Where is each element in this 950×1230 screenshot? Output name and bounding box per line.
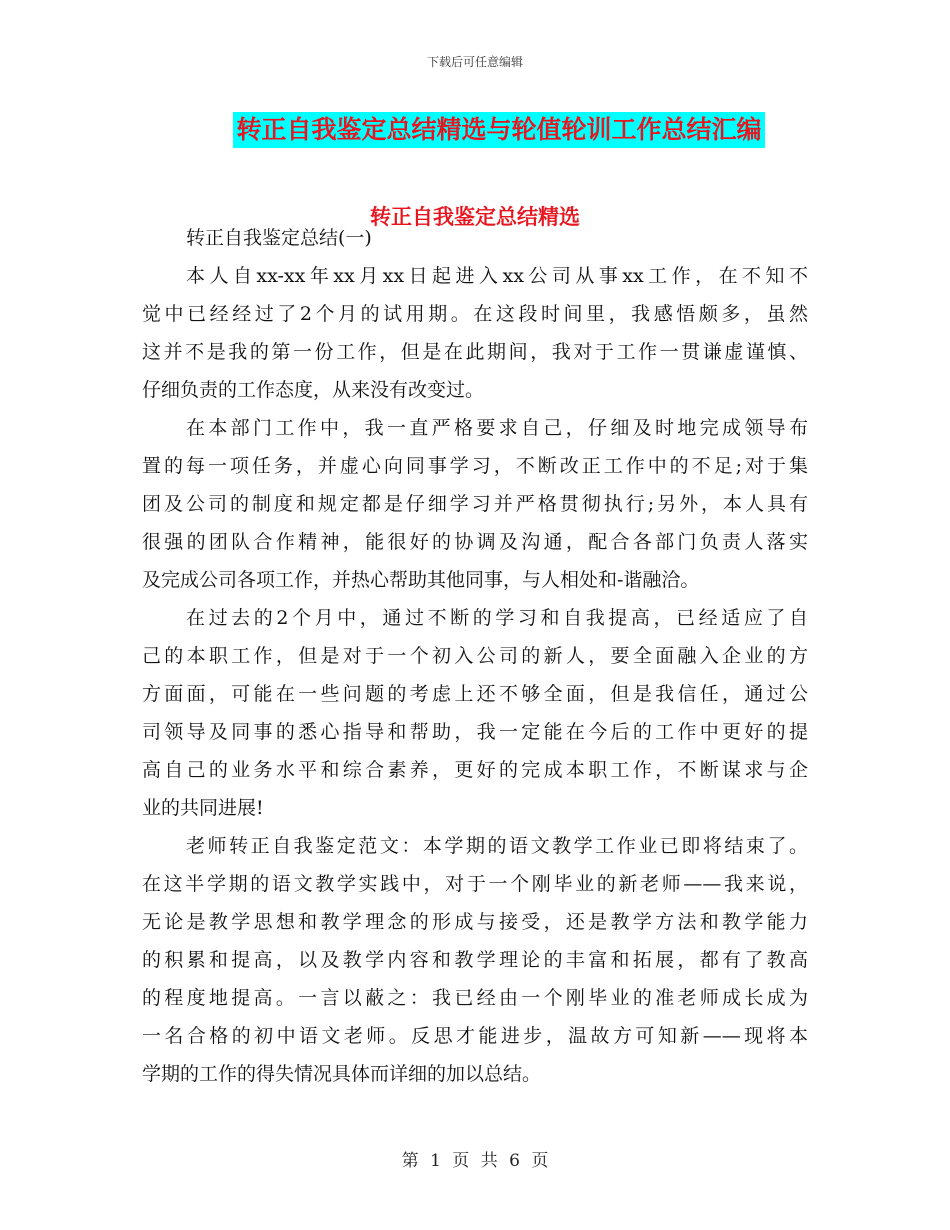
text-line: 司领导及同事的悉心指导和帮助，我一定能在今后的工作中更好的提 (142, 721, 808, 743)
text-line: 很强的团队合作精神，能很好的协调及沟通，配合各部门负责人落实 (142, 531, 808, 553)
text-line: 本人自xx-xx年xx月xx日起进入xx公司从事xx工作，在不知不 (186, 265, 808, 287)
text-line: 置的每一项任务，并虚心向同事学习，不断改正工作中的不足;对于集 (142, 455, 808, 477)
page-number: 第 1 页 共 6 页 (401, 1151, 549, 1171)
text-line: 在这半学期的语文教学实践中，对于一个刚毕业的新老师——我来说， (142, 873, 808, 895)
text-line: 觉中已经经过了2个月的试用期。在这段时间里，我感悟颇多，虽然 (142, 303, 808, 325)
main-title: 转正自我鉴定总结精选与轮值轮训工作总结汇编 (233, 112, 764, 148)
header-note: 下载后可任意编辑 (426, 55, 523, 69)
text-line: 的程度地提高。一言以蔽之：我已经由一个刚毕业的准老师成长成为 (142, 987, 808, 1009)
text-line: 团及公司的制度和规定都是仔细学习并严格贯彻执行;另外，本人具有 (142, 493, 808, 515)
text-line: 老师转正自我鉴定范文：本学期的语文教学工作业已即将结束了。 (186, 835, 808, 857)
text-line: 高自己的业务水平和综合素养，更好的完成本职工作，不断谋求与企 (142, 759, 808, 781)
section-title: 转正自我鉴定总结精选 (370, 205, 580, 229)
text-line: 无论是教学思想和教学理念的形成与接受，还是教学方法和教学能力 (142, 911, 808, 933)
text-line: 这并不是我的第一份工作，但是在此期间，我对于工作一贯谦虚谨慎、 (142, 341, 808, 363)
text-line: 及完成公司各项工作，并热心帮助其他同事，与人相处和-谐融洽。 (142, 569, 700, 591)
main-title-wrap (0, 112, 950, 148)
text-line: 己的本职工作，但是对于一个初入公司的新人，要全面融入企业的方 (142, 645, 808, 667)
text-line: 方面面，可能在一些问题的考虑上还不够全面，但是我信任，通过公 (142, 683, 808, 705)
text-line: 的积累和提高，以及教学内容和教学理论的丰富和拓展，都有了教高 (142, 949, 808, 971)
text-line: 业的共同进展! (142, 797, 264, 819)
text-line: 学期的工作的得失情况具体而详细的加以总结。 (142, 1063, 542, 1085)
text-line: 一名合格的初中语文老师。反思才能进步，温故方可知新——现将本 (142, 1025, 808, 1047)
text-line: 在本部门工作中，我一直严格要求自己，仔细及时地完成领导布 (186, 417, 808, 439)
text-line: 在过去的2个月中，通过不断的学习和自我提高，已经适应了自 (186, 607, 808, 629)
paragraph-heading: 转正自我鉴定总结(一) (186, 227, 372, 249)
text-line: 仔细负责的工作态度，从来没有改变过。 (142, 379, 485, 401)
